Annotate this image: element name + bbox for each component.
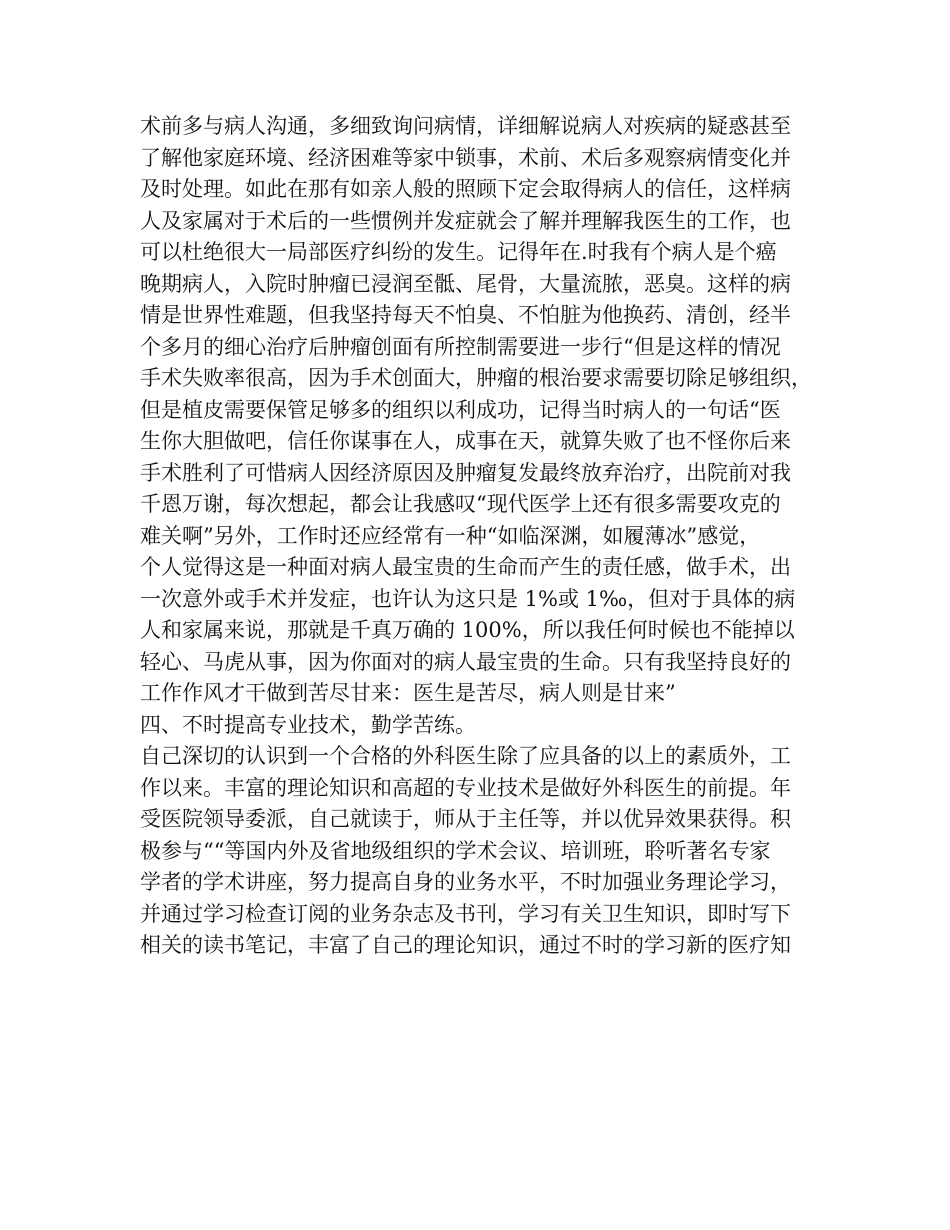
text-line: 并通过学习检查订阅的业务杂志及书刊，学习有关卫生知识，即时写下 (140, 901, 791, 926)
text-line: 千恩万谢，每次想起，都会让我感叹“现代医学上还有很多需要攻克的 (140, 492, 781, 516)
text-line: 自己深切的认识到一个合格的外科医生除了应具备的以上的素质外，工 (140, 744, 791, 768)
body-text (140, 111, 820, 962)
text-line: 术前多与病人沟通，多细致询问病情，详细解说病人对疾病的疑惑甚至 (140, 114, 791, 138)
text-line: 学者的学术讲座，努力提高自身的业务水平，不时加强业务理论学习， (140, 870, 791, 894)
text-line: 晚期病人，入院时肿瘤已浸润至骶、尾骨，大量流脓，恶臭。这样的病 (140, 271, 791, 296)
text-line: 极参与““等国内外及省地级组织的学术会议、培训班，聆听著名专家 (140, 838, 771, 863)
text-line: 人和家属来说，那就是千真万确的 100%，所以我任何时候也不能掉以 (140, 618, 795, 642)
text-line: 了解他家庭环境、经济困难等家中锁事，术前、术后多观察病情变化并 (140, 145, 791, 170)
text-line: 相关的读书笔记，丰富了自己的理论知识，通过不时的学习新的医疗知 (140, 933, 791, 957)
text-line: 情是世界性难题，但我坚持每天不怕臭、不怕脏为他换药、清创，经半 (140, 303, 791, 327)
text-line: 作以来。丰富的理论知识和高超的专业技术是做好外科医生的前提。年 (140, 775, 791, 800)
text-line: 难关啊”另外，工作时还应经常有一种“如临深渊，如履薄冰”感觉， (140, 523, 761, 548)
text-line: 工作作风才干做到苦尽甘来：医生是苦尽，病人则是甘来” (140, 681, 676, 705)
text-line: 一次意外或手术并发症，也许认为这只是 1%或 1‰，但对于具体的病 (140, 586, 796, 611)
text-line: 及时处理。如此在那有如亲人般的照顾下定会取得病人的信任，这样病 (140, 177, 791, 201)
text-line: 受医院领导委派，自己就读于，师从于主任等，并以优异效果获得。积 (140, 807, 791, 831)
text-line: 但是植皮需要保管足够多的组织以利成功，记得当时病人的一句话“医 (140, 397, 781, 422)
text-line: 个人觉得这是一种面对病人最宝贵的生命而产生的责任感，做手术，出 (140, 555, 791, 579)
text-line: 手术胜利了可惜病人因经济原因及肿瘤复发最终放弃治疗，出院前对我 (140, 460, 791, 485)
section-heading: 四、不时提高专业技术，勤学苦练。 (140, 712, 476, 737)
text-line: 生你大胆做吧，信任你谋事在人，成事在天，就算失败了也不怪你后来 (140, 429, 791, 453)
text-line: 轻心、马虎从事，因为你面对的病人最宝贵的生命。只有我坚持良好的 (140, 649, 791, 674)
text-line: 个多月的细心治疗后肿瘤创面有所控制需要进一步行“但是这样的情况 (140, 334, 781, 359)
text-line: 人及家属对于术后的一些惯例并发症就会了解并理解我医生的工作，也 (140, 208, 791, 233)
text-line: 手术失败率很高，因为手术创面大，肿瘤的根治要求需要切除足够组织， (140, 366, 812, 390)
text-line: 可以杜绝很大一局部医疗纠纷的发生。记得年在.时我有个病人是个癌 (140, 240, 777, 264)
